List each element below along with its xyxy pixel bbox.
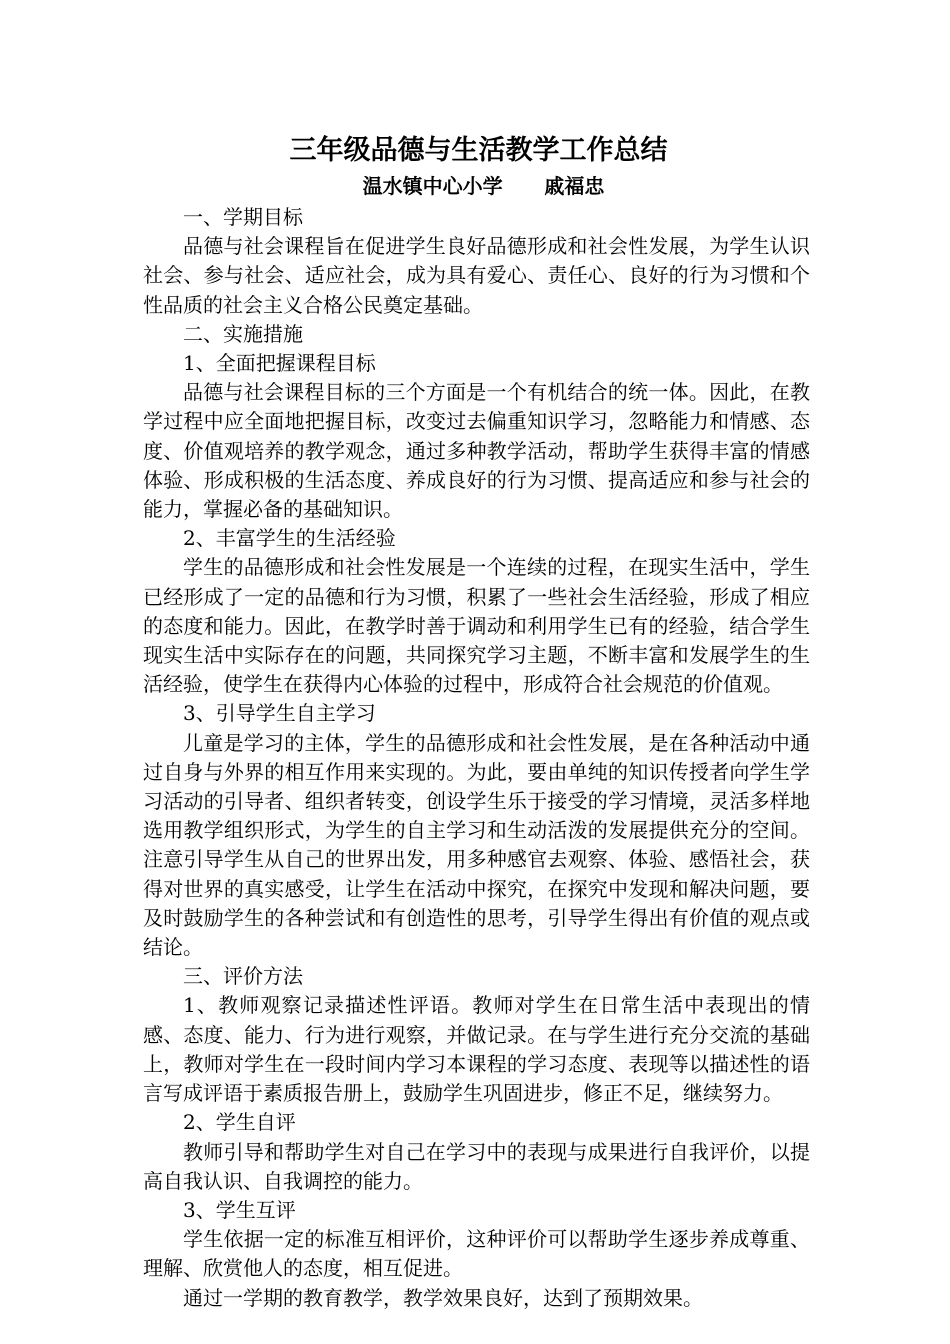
paragraph: 1、教师观察记录描述性评语。教师对学生在日常生活中表现出的情感、态度、能力、行为进行观察，并做记录。在与学生进行充分交流的基础上，教师对学生在一段时间内学习本课程的学习态度、表现等以描述性的语言写成评语于素质报告册上，鼓励学生巩固进步，修正不足，继续努力。	[143, 993, 810, 1106]
heading-section-2: 二、实施措施	[183, 321, 303, 346]
paragraph: 儿童是学习的主体，学生的品德形成和社会性发展，是在各种活动中通过自身与外界的相互作用来实现的。为此，要由单纯的知识传授者向学生学习活动的引导者、组织者转变，创设学生乐于接受的学习情境，灵活多样地选用教学组织形式，为学生的自主学习和生动活泼的发展提供充分的空间。注意引导学生从自己的世界出发，用多种感官去观察、体验、感悟社会，获得对世界的真实感受，让学生在活动中探究，在探究中发现和解决问题，要及时鼓励学生的各种尝试和有创造性的思考，引导学生得出有价值的观点或结论。	[143, 730, 810, 960]
document-subtitle: 温水镇中心小学 戚福忠	[362, 174, 605, 198]
paragraph: 学生依据一定的标准互相评价，这种评价可以帮助学生逐步养成尊重、理解、欣赏他人的态度，相互促进。	[143, 1227, 810, 1281]
subheading: 2、丰富学生的生活经验	[183, 526, 396, 551]
paragraph: 品德与社会课程目标的三个方面是一个有机结合的统一体。因此，在教学过程中应全面地把握目标，改变过去偏重知识学习，忽略能力和情感、态度、价值观培养的教学观念，通过多种教学活动，帮助学生获得丰富的情感体验、形成积极的生活态度、养成良好的行为习惯、提高适应和参与社会的能力，掌握必备的基础知识。	[143, 380, 810, 522]
subheading: 3、学生互评	[183, 1197, 296, 1222]
heading-section-1: 一、学期目标	[183, 205, 303, 229]
paragraph: 学生的品德形成和社会性发展是一个连续的过程，在现实生活中，学生已经形成了一定的品德和行为习惯，积累了一些社会生活经验，形成了相应的态度和能力。因此，在教学时善于调动和利用学生已有的经验，结合学生现实生活中实际存在的问题，共同探究学习主题，不断丰富和发展学生的生活经验，使学生在获得内心体验的过程中，形成符合社会规范的价值观。	[143, 555, 810, 697]
subheading: 3、引导学生自主学习	[183, 701, 376, 726]
heading-section-3: 三、评价方法	[183, 964, 303, 989]
paragraph-conclusion: 通过一学期的教育教学，教学效果良好，达到了预期效果。	[183, 1285, 703, 1310]
paragraph: 品德与社会课程旨在促进学生良好品德形成和社会性发展，为学生认识社会、参与社会、适应社会，成为具有爱心、责任心、良好的行为习惯和个性品质的社会主义合格公民奠定基础。	[143, 234, 810, 317]
paragraph: 教师引导和帮助学生对自己在学习中的表现与成果进行自我评价，以提高自我认识、自我调控的能力。	[143, 1139, 810, 1193]
subheading: 1、全面把握课程目标	[183, 351, 376, 376]
subheading: 2、学生自评	[183, 1110, 296, 1135]
document-title: 三年级品德与生活教学工作总结	[289, 135, 668, 166]
document-body	[143, 203, 810, 1313]
